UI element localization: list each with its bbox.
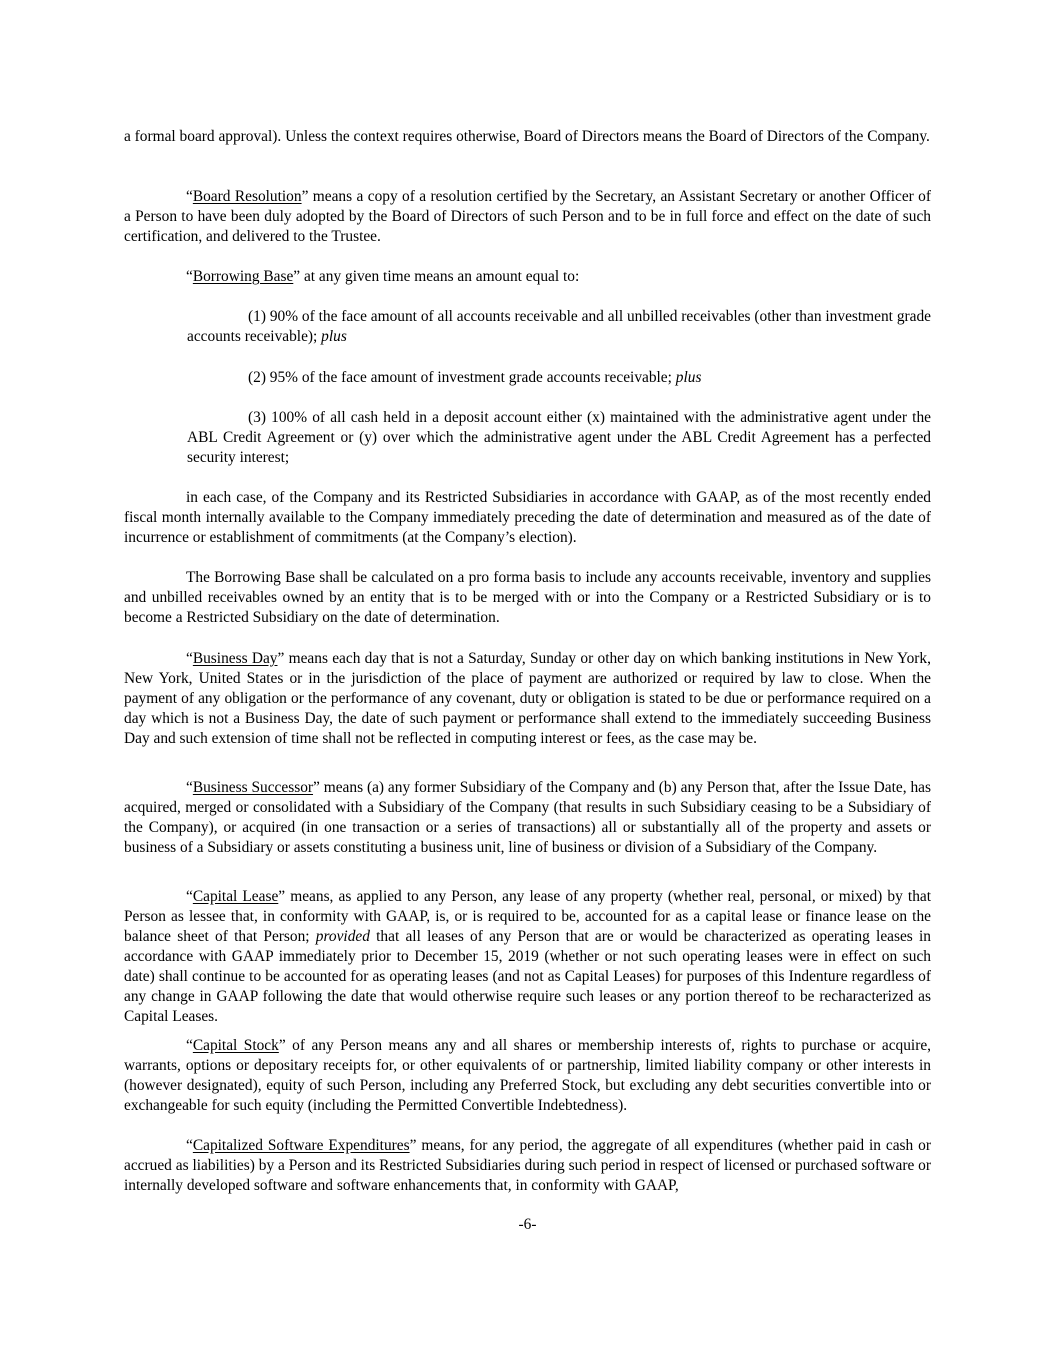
borrowing-base-pro-forma: The Borrowing Base shall be calculated on a pro forma basis to include any accounts receivable, inventory and supplies and unbilled receivables owned by an entity that is to be merged with or into the Company or a Restricted Subsidiary or is to become a Restricted Subsidiary on the date of determination. — [124, 569, 931, 626]
definition-business-successor: “Business Successor” means (a) any former Subsidiary of the Company and (b) any Person that, after the Issue Date, has acquired, merged or consolidated with a Subsidiary of the Company (that results in such Subsidiary ceasing to be a Subsidiary of the Company), or acquired (in one transaction or a series of transactions) all or substantially all of the property and assets or business of a Subsidiary or assets constituting a business unit, line of business or division of a Subsidiary of the Company. — [124, 779, 931, 856]
definition-capital-lease: “Capital Lease” means, as applied to any Person, any lease of any property (whether real, personal, or mixed) by that Person as lessee that, in conformity with GAAP, is, or is required to be, accounted for as a capital lease or finance lease on the balance sheet of that Person; provided that all leases of any Person that are or would be characterized as operating leases in accordance with GAAP immediately prior to December 15, 2019 (whether or not such operating leases were in effect on such date) shall continue to be accounted for as operating leases (and not as Capital Leases) for purposes of this Indenture regardless of any change in GAAP following the date that would otherwise require such leases or any portion thereof to be recharacterized as Capital Leases. — [124, 888, 931, 1025]
defined-term-borrowing-base: Borrowing Base — [192, 268, 294, 285]
borrowing-base-item-2: (2) 95% of the face amount of investment grade accounts receivable; plus — [248, 369, 702, 386]
defined-term-board-resolution: Board Resolution — [192, 188, 302, 205]
definition-capitalized-software-expenditures: “Capitalized Software Expenditures” means, for any period, the aggregate of all expenditures (whether paid in cash or accrued as liabilities) by a Person and its Restricted Subsidiaries during such period in respect of licensed or purchased software or internally developed software and software enhancements that, in conformity with GAAP, — [124, 1137, 931, 1194]
defined-term-capitalized-software-expenditures: Capitalized Software Expenditures — [192, 1137, 410, 1154]
defined-term-capital-lease: Capital Lease — [192, 888, 279, 905]
definition-capital-stock: “Capital Stock” of any Person means any and all shares or membership interests of, rights to purchase or acquire, warrants, options or depositary receipts for, or other equivalents of or partnership, limited liability company or other interests in (however designated), equity of such Person, including any Preferred Stock, but excluding any debt securities convertible into or exchangeable for such equity (including the Permitted Convertible Indebtedness). — [124, 1037, 931, 1114]
paragraph-board-of-directors-continuation: a formal board approval). Unless the context requires otherwise, Board of Directors means the Board of Directors of the Company. — [124, 128, 930, 145]
page-number: -6- — [518, 1216, 537, 1233]
defined-term-business-successor: Business Successor — [192, 779, 314, 796]
definition-borrowing-base: “Borrowing Base” at any given time means an amount equal to: — [186, 268, 580, 285]
borrowing-base-item-1: (1) 90% of the face amount of all accounts receivable and all unbilled receivables (other than investment grade accounts receivable); plus — [187, 308, 931, 345]
defined-term-business-day: Business Day — [192, 650, 278, 667]
definition-business-day: “Business Day” means each day that is not a Saturday, Sunday or other day on which banking institutions in New York, New York, United States or in the jurisdiction of the place of payment are authorized or required by law to close. When the payment of any obligation or the performance of any covenant, duty or obligation is stated to be due or performance required on a day which is not a Business Day, the date of such payment or performance shall extend to the immediately succeeding Business Day and such extension of time shall not be reflected in computing interest or fees, as the case may be. — [124, 650, 931, 747]
defined-term-capital-stock: Capital Stock — [192, 1037, 279, 1054]
definition-board-resolution: “Board Resolution” means a copy of a resolution certified by the Secretary, an Assistant Secretary or another Officer of a Person to have been duly adopted by the Board of Directors of such Person and to be in full force and effect on the date of such certification, and delivered to the Trustee. — [124, 188, 932, 245]
borrowing-base-each-case: in each case, of the Company and its Restricted Subsidiaries in accordance with GAAP, as of the most recently ended fiscal month internally available to the Company immediately preceding the date of determination and measured as of the date of incurrence or establishment of commitments (at the Company’s election). — [124, 489, 931, 546]
borrowing-base-item-3: (3) 100% of all cash held in a deposit account either (x) maintained with the administrative agent under the ABL Credit Agreement or (y) over which the administrative agent under the ABL Credit Agreement has a perfected security interest; — [187, 409, 931, 466]
